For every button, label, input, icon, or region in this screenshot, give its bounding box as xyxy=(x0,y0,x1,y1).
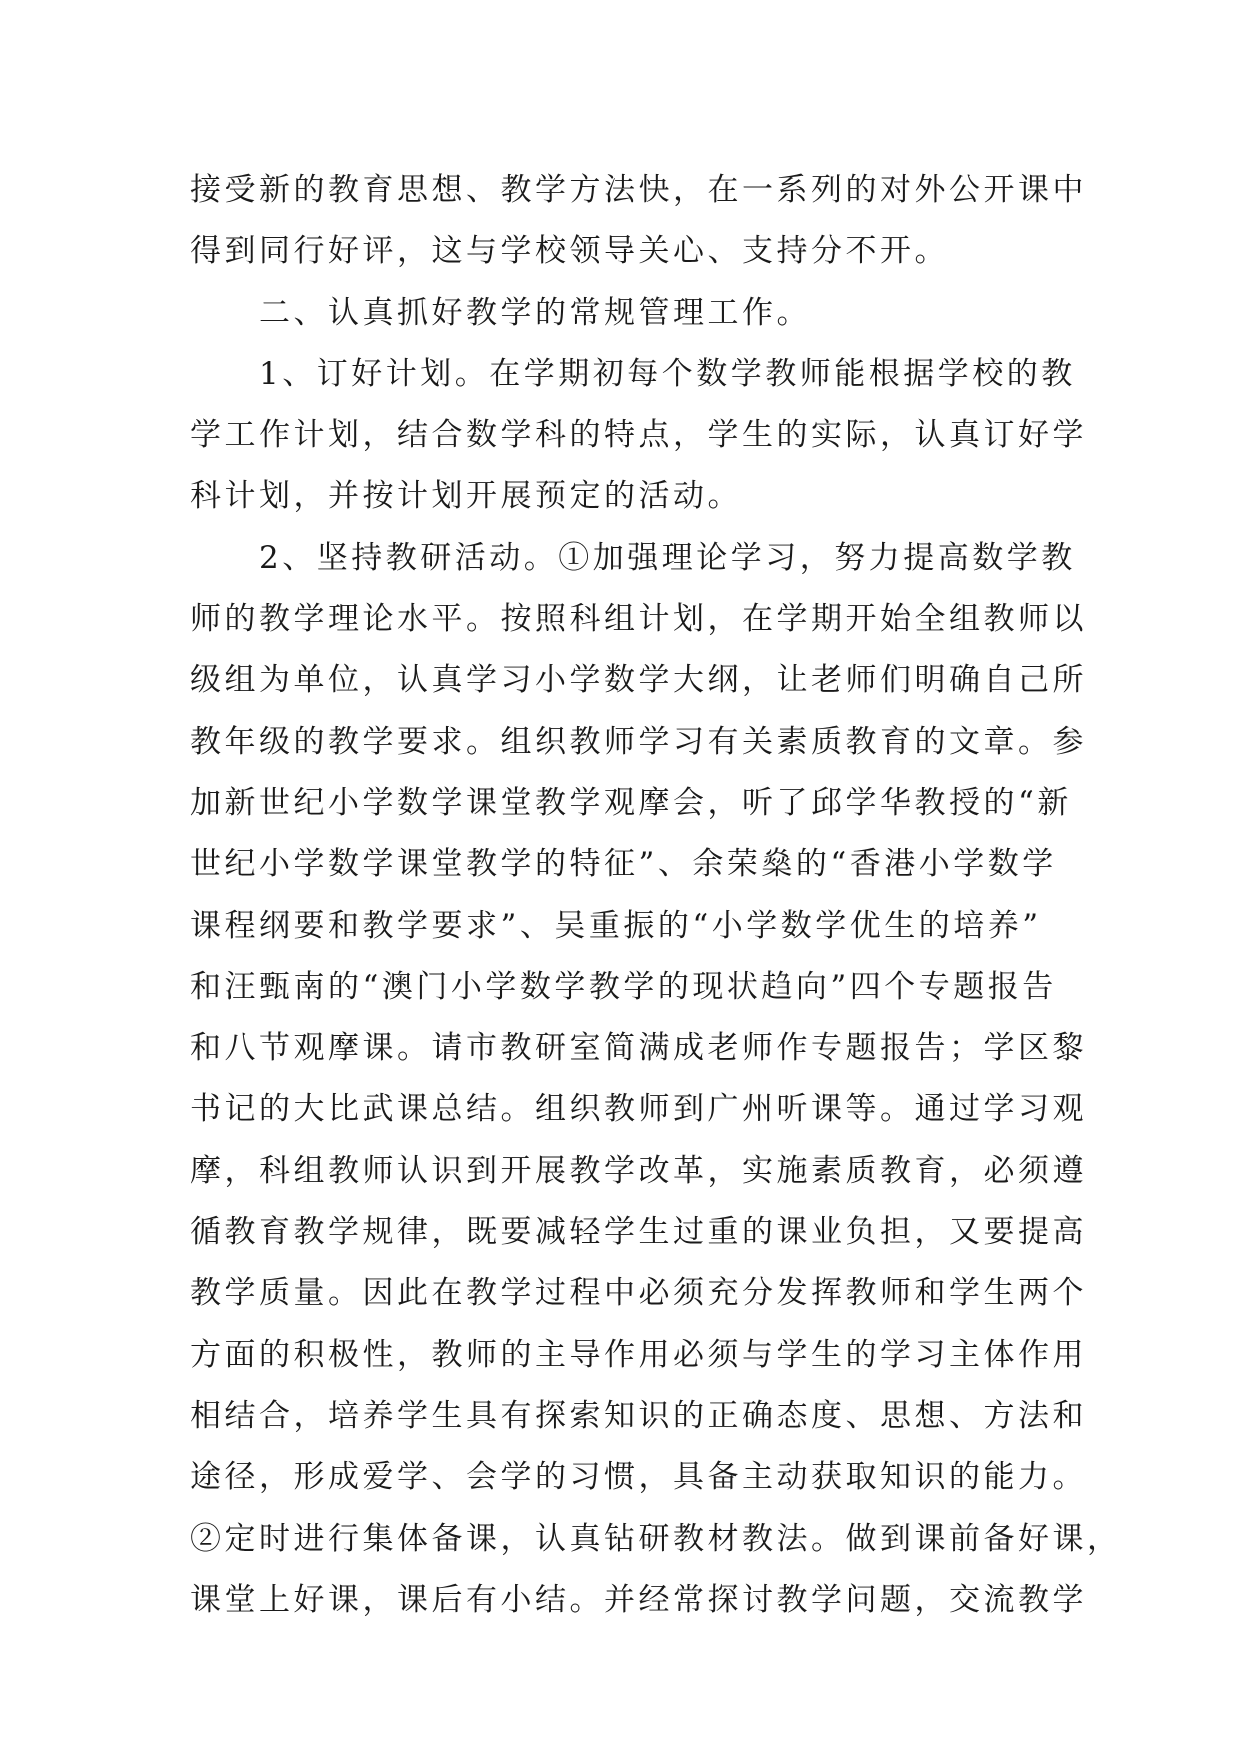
text-line: 科计划，并按计划开展预定的活动。 xyxy=(190,478,742,515)
text-line: 世纪小学数学课堂教学的特征”、余荣燊的“香港小学数学 xyxy=(190,846,1057,883)
text-line: 书记的大比武课总结。组织教师到广州听课等。通过学习观 xyxy=(190,1091,1087,1128)
section-heading: 二、认真抓好教学的常规管理工作。 xyxy=(190,294,811,331)
text-line: 方面的积极性，教师的主导作用必须与学生的学习主体作用 xyxy=(190,1336,1087,1373)
text-line: 和八节观摩课。请市教研室简满成老师作专题报告；学区黎 xyxy=(190,1030,1087,1067)
text-line: 教学质量。因此在教学过程中必须充分发挥教师和学生两个 xyxy=(190,1275,1087,1312)
text-line: 师的教学理论水平。按照科组计划，在学期开始全组教师以 xyxy=(190,601,1087,638)
text-line: 级组为单位，认真学习小学数学大纲，让老师们明确自己所 xyxy=(190,662,1087,699)
text-line: 和汪甄南的“澳门小学数学教学的现状趋向”四个专题报告 xyxy=(190,968,1057,1005)
text-line: 课堂上好课，课后有小结。并经常探讨教学问题，交流教学 xyxy=(190,1581,1087,1618)
text-line: 途径，形成爱学、会学的习惯，具备主动获取知识的能力。 xyxy=(190,1459,1087,1496)
text-line: 加新世纪小学数学课堂教学观摩会，听了邱学华教授的“新 xyxy=(190,784,1072,821)
text-line: 接受新的教育思想、教学方法快，在一系列的对外公开课中 xyxy=(190,172,1087,208)
text-line: ②定时进行集体备课，认真钻研教材教法。做到课前备好课， xyxy=(190,1520,1122,1557)
text-line: 相结合，培养学生具有探索知识的正确态度、思想、方法和 xyxy=(190,1397,1087,1434)
text-line: 课程纲要和教学要求”、吴重振的“小学数学优生的培养” xyxy=(190,907,1042,944)
text-line: 1、订好计划。在学期初每个数学教师能根据学校的教 xyxy=(190,355,1076,392)
text-line: 教年级的教学要求。组织教师学习有关素质教育的文章。参 xyxy=(190,723,1087,760)
text-line: 2、坚持教研活动。①加强理论学习，努力提高数学教 xyxy=(190,539,1076,576)
body-text xyxy=(190,160,1122,1631)
text-line: 学工作计划，结合数学科的特点，学生的实际，认真订好学 xyxy=(190,417,1087,454)
text-line: 得到同行好评，这与学校领导关心、支持分不开。 xyxy=(190,233,949,270)
text-line: 摩，科组教师认识到开展教学改革，实施素质教育，必须遵 xyxy=(190,1152,1087,1189)
text-line: 循教育教学规律，既要减轻学生过重的课业负担，又要提高 xyxy=(190,1214,1087,1251)
